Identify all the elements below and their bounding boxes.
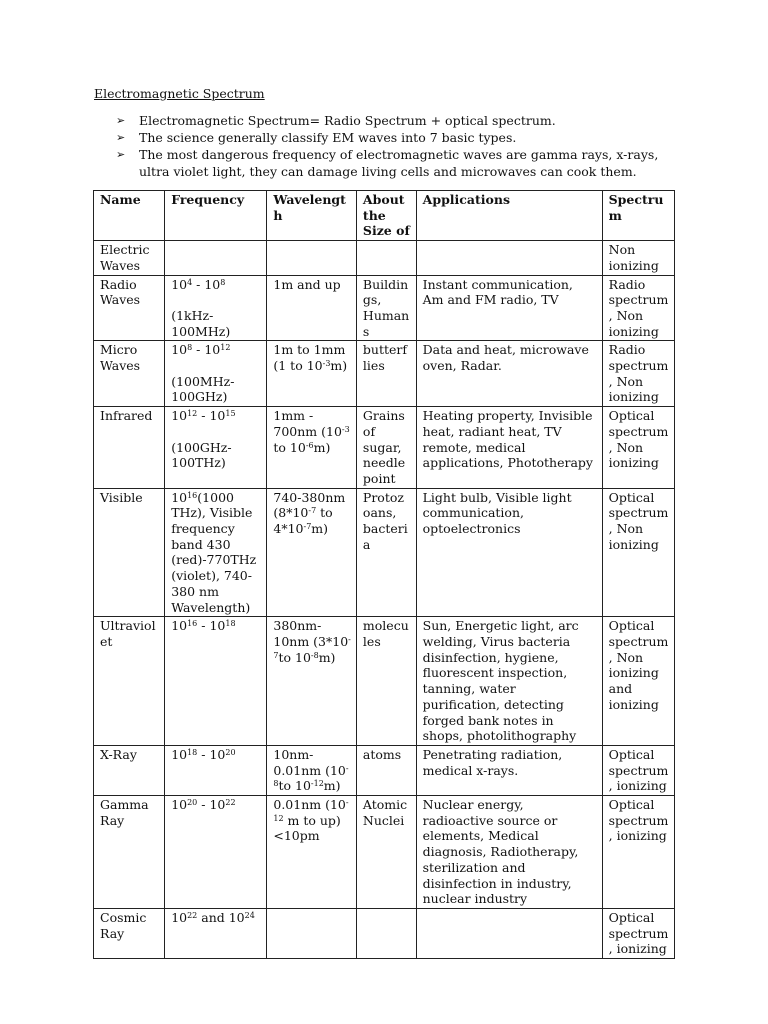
text: 10 (171, 342, 188, 358)
cell-wavelength (267, 341, 357, 407)
text: 1m to 1mm (1 to 10 (273, 342, 346, 374)
text: to 10 (278, 778, 311, 794)
cell-frequency (165, 275, 267, 341)
table-row (94, 796, 675, 909)
cell-line (171, 747, 261, 763)
cell-wavelength (267, 241, 357, 275)
cell-size: Grains of sugar, needle point (356, 407, 416, 489)
exponent: 18 (187, 747, 198, 757)
header-size: About the Size of (356, 191, 416, 241)
cell-size (356, 908, 416, 958)
cell-frequency (165, 796, 267, 909)
cell-size (356, 241, 416, 275)
arrowhead-bullet-icon: ➢ (116, 131, 126, 144)
exponent: -8 (310, 650, 319, 660)
arrowhead-bullet-icon: ➢ (116, 148, 126, 161)
text: 1m and up (273, 276, 341, 292)
header-frequency: Frequency (165, 191, 267, 241)
text: m) (323, 778, 341, 794)
cell-size: butterflies (356, 341, 416, 407)
cell-line (171, 910, 261, 926)
cell-size: atoms (356, 745, 416, 795)
text: 380nm-10nm (3*10 (273, 618, 349, 649)
cell-wavelength (267, 908, 357, 958)
header-name: Name (94, 191, 165, 241)
table-row (94, 275, 675, 341)
em-spectrum-table (93, 190, 675, 959)
text: (100GHz-100THz) (171, 439, 232, 471)
cell-line (273, 747, 351, 794)
cell-name: Infrared (94, 407, 165, 489)
exponent: -12 (310, 779, 324, 789)
text: - 10 (192, 276, 221, 292)
exponent: -7 (303, 522, 312, 532)
text: (100MHz-100GHz) (171, 373, 235, 405)
cell-wavelength (267, 488, 357, 617)
text: to 10 (273, 439, 306, 455)
cell-frequency (165, 745, 267, 795)
cell-line (171, 308, 261, 339)
cell-line (171, 440, 261, 471)
table-row (94, 908, 675, 958)
cell-name: Electric Waves (94, 241, 165, 275)
text: to 4*10 (273, 505, 333, 537)
text: 10nm-0.01nm (10 (273, 746, 346, 778)
cell-name: Cosmic Ray (94, 908, 165, 958)
cell-applications: Instant communication, Am and FM radio, TV (416, 275, 602, 341)
cell-line (171, 342, 261, 358)
cell-size: molecules (356, 617, 416, 746)
cell-line (171, 374, 261, 405)
cell-size: Buildings, Humans (356, 275, 416, 341)
text: to 10 (278, 649, 311, 665)
bullet-list (116, 112, 691, 180)
cell-name: Gamma Ray (94, 796, 165, 909)
exponent: 24 (244, 910, 255, 920)
text: 10 (171, 797, 188, 813)
cell-wavelength (267, 745, 357, 795)
text: 10 (171, 618, 188, 634)
cell-spectrum: Optical spectrum, Non ionizing (602, 407, 674, 489)
exponent: 15 (225, 409, 236, 419)
cell-line (171, 490, 261, 616)
cell-applications: Data and heat, microwave oven, Radar. (416, 341, 602, 407)
cell-line (171, 797, 261, 813)
cell-spectrum: Optical spectrum, Non ionizing (602, 488, 674, 617)
table-header-row (94, 191, 675, 241)
text: - 10 (197, 618, 226, 634)
cell-applications (416, 908, 602, 958)
cell-name: Radio Waves (94, 275, 165, 341)
exponent: -7 (273, 634, 351, 660)
cell-spectrum: Non ionizing (602, 241, 674, 275)
text: 10 (171, 909, 188, 925)
document-title: Electromagnetic Spectrum (94, 86, 265, 101)
text: - 10 (197, 797, 226, 813)
text: and 10 (197, 909, 245, 925)
table-row (94, 341, 675, 407)
cell-line (273, 277, 351, 293)
cell-frequency (165, 488, 267, 617)
text: 0.01nm (10 (273, 797, 346, 813)
cell-line (171, 408, 261, 424)
text: m) (330, 358, 348, 374)
cell-line (273, 618, 351, 665)
exponent: 8 (187, 343, 193, 353)
bullet-item: ➢ The most dangerous frequency of electromagnetic waves are gamma rays, x-rays, ultra violet light, they can damage living cells and microwaves can cook them. (116, 147, 659, 179)
text: (1000 THz), Visible frequency band 430 (red)-770THz (violet), 740-380 nm Wavelength) (171, 489, 257, 615)
cell-spectrum: Optical spectrum, ionizing (602, 745, 674, 795)
cell-size: Protozoans, bacteria (356, 488, 416, 617)
cell-spectrum: Optical spectrum, Non ionizing and ionizing (602, 617, 674, 746)
exponent: -6 (305, 440, 314, 450)
cell-line (171, 277, 261, 293)
cell-wavelength (267, 617, 357, 746)
cell-size: Atomic Nuclei (356, 796, 416, 909)
cell-spectrum: Radio spectrum, Non ionizing (602, 341, 674, 407)
arrowhead-bullet-icon: ➢ (116, 114, 126, 127)
exponent: 4 (187, 277, 193, 287)
exponent: -7 (308, 506, 317, 516)
text: (1kHz-100MHz) (171, 307, 231, 339)
bullet-item: ➢ Electromagnetic Spectrum= Radio Spectrum + optical spectrum. (116, 113, 556, 128)
cell-applications: Nuclear energy, radioactive source or elements, Medical diagnosis, Radiotherapy, sterilization and disinfection in industry, nuclear industry (416, 796, 602, 909)
header-wavelength: Wavelength (267, 191, 357, 241)
text: 10 (171, 408, 188, 424)
bullet-item: ➢ The science generally classify EM waves into 7 basic types. (116, 130, 517, 145)
cell-applications: Penetrating radiation, medical x-rays. (416, 745, 602, 795)
cell-line (171, 618, 261, 634)
exponent: 20 (225, 747, 236, 757)
text: 10 (171, 489, 188, 505)
exponent: -3 (322, 359, 331, 369)
cell-frequency (165, 908, 267, 958)
cell-line (273, 408, 351, 455)
table-body (94, 241, 675, 959)
exponent: 22 (187, 910, 198, 920)
cell-line (273, 797, 351, 844)
table-row (94, 617, 675, 746)
text: m to up) <10pm (273, 812, 341, 844)
header-applications: Applications (416, 191, 602, 241)
text: - 10 (192, 342, 221, 358)
text: m) (318, 649, 336, 665)
text: - 10 (197, 746, 226, 762)
exponent: 20 (187, 798, 198, 808)
exponent: 12 (187, 409, 198, 419)
cell-applications: Heating property, Invisible heat, radiant heat, TV remote, medical applications, Phototherapy (416, 407, 602, 489)
exponent: 18 (225, 619, 236, 629)
cell-name: Micro Waves (94, 341, 165, 407)
exponent: 8 (220, 277, 226, 287)
cell-frequency (165, 241, 267, 275)
cell-spectrum: Radio spectrum, Non ionizing (602, 275, 674, 341)
table-row (94, 241, 675, 275)
header-spectrum: Spectrum (602, 191, 674, 241)
exponent: -3 (341, 424, 350, 434)
text: 740-380nm (8*10 (273, 489, 346, 521)
cell-wavelength (267, 796, 357, 909)
text: 10 (171, 276, 188, 292)
cell-frequency (165, 341, 267, 407)
cell-applications: Light bulb, Visible light communication, optoelectronics (416, 488, 602, 617)
exponent: 12 (220, 343, 231, 353)
cell-applications (416, 241, 602, 275)
cell-spectrum: Optical spectrum, ionizing (602, 908, 674, 958)
exponent: 22 (225, 798, 236, 808)
cell-wavelength (267, 407, 357, 489)
cell-frequency (165, 617, 267, 746)
exponent: 16 (187, 619, 198, 629)
cell-wavelength (267, 275, 357, 341)
table-row (94, 488, 675, 617)
table-row (94, 745, 675, 795)
exponent: 16 (187, 490, 198, 500)
cell-spectrum: Optical spectrum, ionizing (602, 796, 674, 909)
table-row (94, 407, 675, 489)
cell-name: Visible (94, 488, 165, 617)
cell-frequency (165, 407, 267, 489)
exponent: -8 (273, 763, 349, 789)
cell-applications: Sun, Energetic light, arc welding, Virus bacteria disinfection, hygiene, fluorescent inspection, tanning, water purification, detecting forged bank notes in shops, photolithography (416, 617, 602, 746)
exponent: -12 (273, 798, 349, 823)
text: 1mm - 700nm (10 (273, 408, 342, 439)
cell-name: Ultraviolet (94, 617, 165, 746)
text: m) (311, 521, 329, 537)
text: - 10 (197, 408, 226, 424)
text: m) (313, 439, 331, 455)
cell-name: X-Ray (94, 745, 165, 795)
cell-line (273, 490, 351, 537)
cell-line (273, 342, 351, 373)
text: 10 (171, 746, 188, 762)
